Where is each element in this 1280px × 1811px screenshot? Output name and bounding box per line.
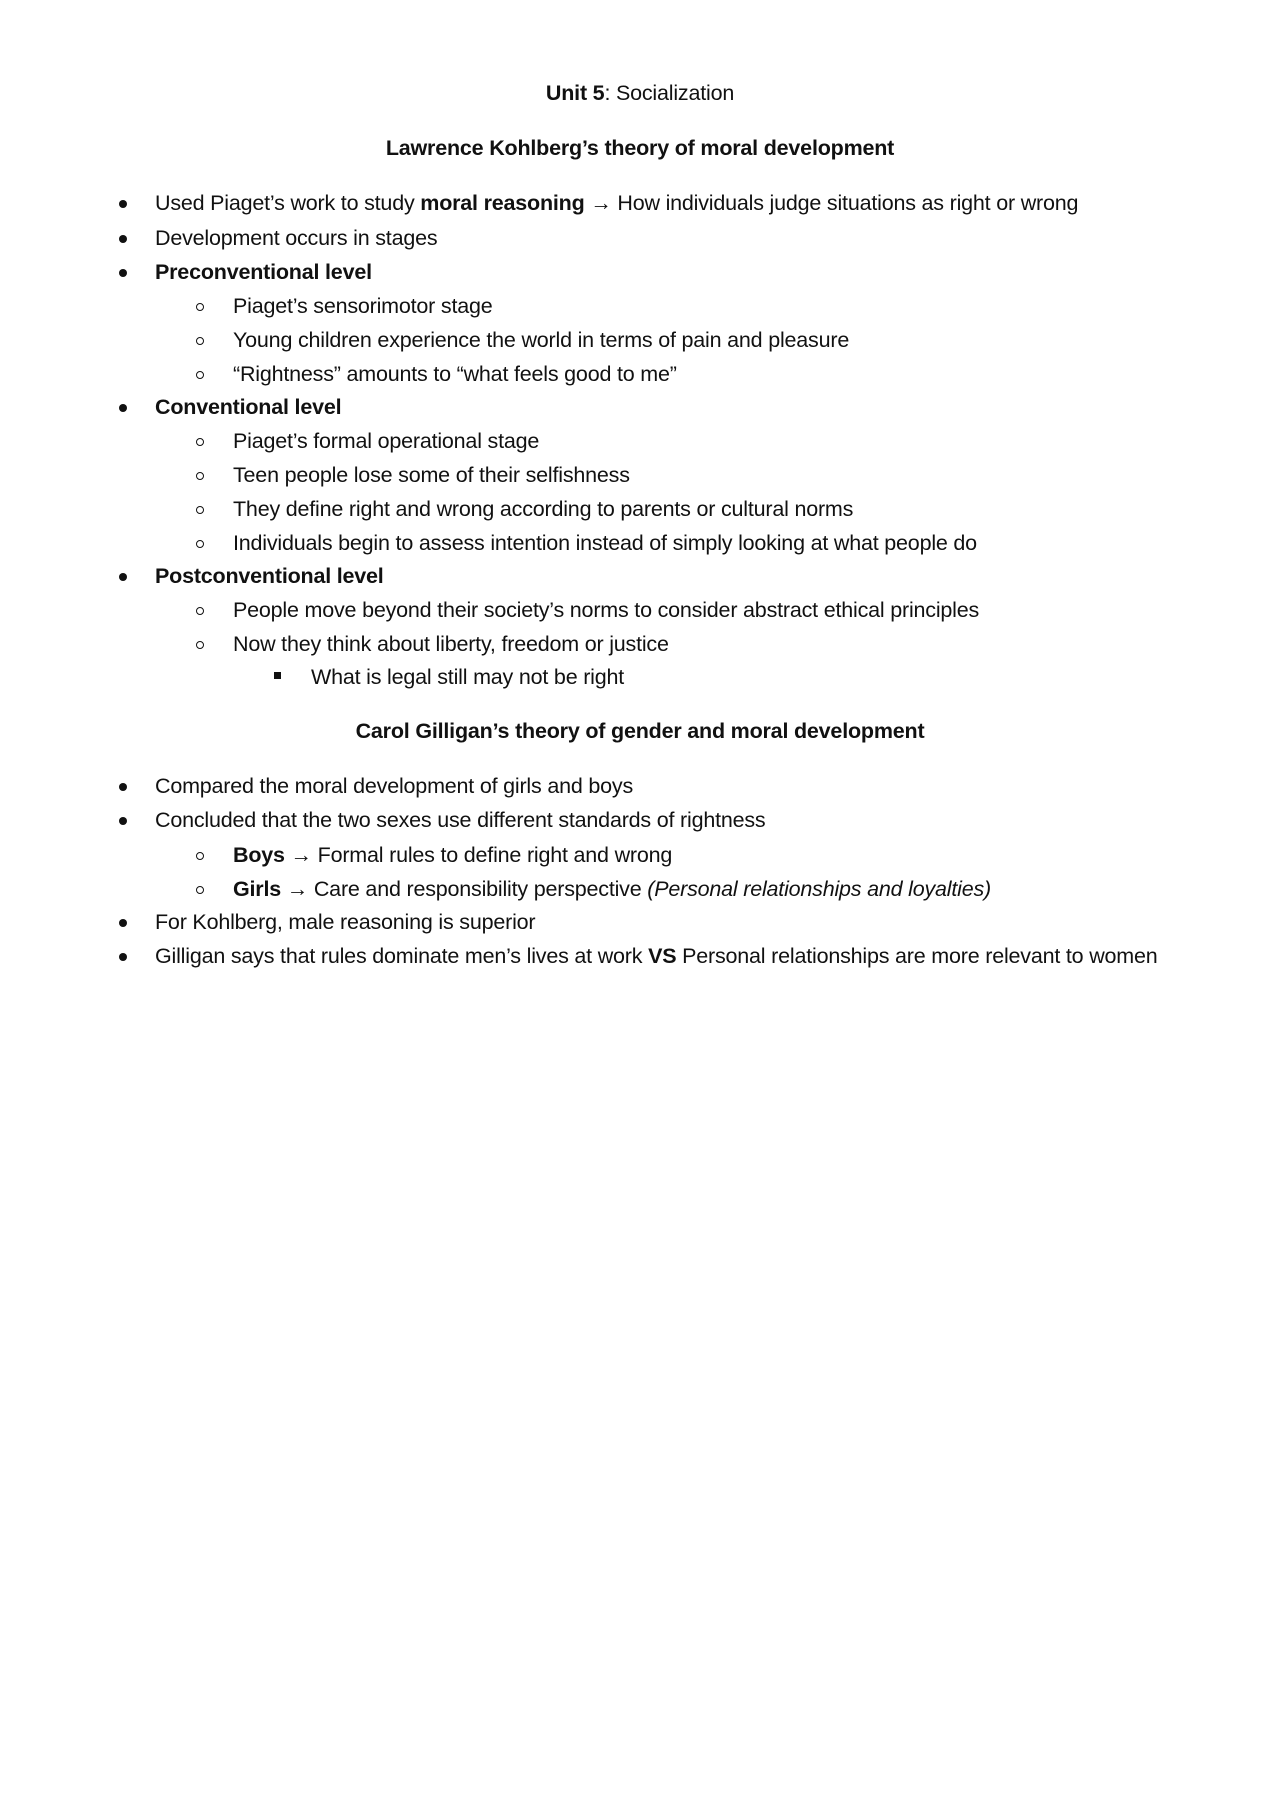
- list-item: They define right and wrong according to parents or cultural norms: [233, 497, 854, 521]
- bullet-dot: [119, 269, 127, 277]
- list-item: Gilligan says that rules dominate men’s lives at work VS Personal relationships are more relevant to women: [155, 944, 1158, 968]
- list-item: Used Piaget’s work to study moral reasoning → How individuals judge situations as right or wrong: [155, 191, 1079, 215]
- gilligan-section-title: Carol Gilligan’s theory of gender and moral development: [355, 719, 925, 743]
- list-item: Teen people lose some of their selfishness: [233, 463, 630, 487]
- list-item: Piaget’s sensorimotor stage: [233, 294, 493, 318]
- bullet-circle: [196, 303, 204, 311]
- bullet-dot: [119, 235, 127, 243]
- list-item: Development occurs in stages: [155, 226, 438, 250]
- preconventional-level-label: Preconventional level: [155, 260, 372, 284]
- list-item: Individuals begin to assess intention instead of simply looking at what people do: [233, 531, 977, 555]
- bullet-circle: [196, 852, 204, 860]
- list-item: For Kohlberg, male reasoning is superior: [155, 910, 536, 934]
- list-item: Boys → Formal rules to define right and wrong: [233, 843, 673, 867]
- conventional-level-label: Conventional level: [155, 395, 342, 419]
- bullet-dot: [119, 783, 127, 791]
- bullet-square: [274, 672, 281, 679]
- bullet-circle: [196, 607, 204, 615]
- bullet-dot: [119, 953, 127, 961]
- bullet-circle: [196, 472, 204, 480]
- unit-heading: Unit 5: Socialization: [545, 81, 735, 105]
- list-item: What is legal still may not be right: [311, 665, 625, 689]
- list-item: Young children experience the world in terms of pain and pleasure: [233, 328, 850, 352]
- bullet-dot: [119, 573, 127, 581]
- list-item: Piaget’s formal operational stage: [233, 429, 540, 453]
- list-item: Compared the moral development of girls and boys: [155, 774, 633, 798]
- kohlberg-section-title: Lawrence Kohlberg’s theory of moral development: [385, 136, 895, 160]
- bullet-dot: [119, 817, 127, 825]
- list-item: Concluded that the two sexes use different standards of rightness: [155, 808, 766, 832]
- bullet-circle: [196, 337, 204, 345]
- list-item: Now they think about liberty, freedom or justice: [233, 632, 669, 656]
- postconventional-level-label: Postconventional level: [155, 564, 384, 588]
- bullet-circle: [196, 506, 204, 514]
- bullet-circle: [196, 641, 204, 649]
- bullet-circle: [196, 438, 204, 446]
- bullet-circle: [196, 540, 204, 548]
- bullet-circle: [196, 886, 204, 894]
- bullet-dot: [119, 200, 127, 208]
- list-item: People move beyond their society’s norms to consider abstract ethical principles: [233, 598, 980, 622]
- list-item: “Rightness” amounts to “what feels good to me”: [233, 362, 677, 386]
- bullet-dot: [119, 404, 127, 412]
- list-item: Girls → Care and responsibility perspective (Personal relationships and loyalties): [233, 877, 991, 901]
- bullet-dot: [119, 919, 127, 927]
- bullet-circle: [196, 371, 204, 379]
